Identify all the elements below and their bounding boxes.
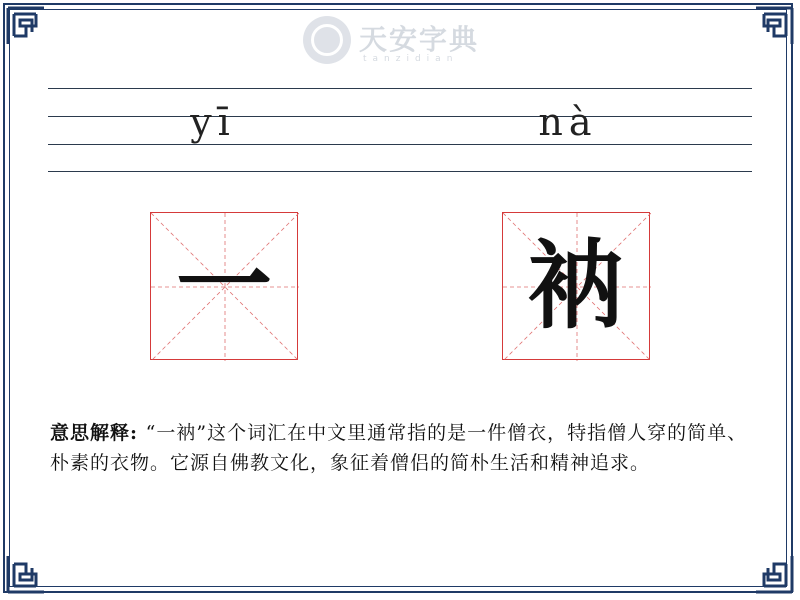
character-grid-2 [502, 212, 650, 360]
explanation-label: 意思解释 [50, 422, 131, 444]
character-2: 衲 [528, 229, 624, 342]
logo-title: 天安字典 [359, 23, 480, 56]
explanation-paragraph [50, 418, 750, 478]
corner-ornament-icon [6, 554, 46, 594]
logo-subtitle: tanzidian [363, 54, 459, 64]
site-logo [303, 14, 503, 70]
pinyin-syllable-1: yī [190, 100, 236, 144]
corner-ornament-icon [6, 6, 46, 46]
explanation-text: “一衲”这个词汇在中文里通常指的是一件僧衣，特指僧人穿的简单、朴素的衣物。它源自佛教文化，象征着僧侣的简朴生活和精神追求。 [50, 422, 748, 474]
corner-ornament-icon [754, 554, 794, 594]
character-grid-1 [150, 212, 298, 360]
explanation-separator: : [130, 422, 146, 444]
corner-ornament-icon [754, 6, 794, 46]
pinyin-syllable-2: nà [538, 100, 598, 144]
character-1: 一 [176, 229, 272, 342]
logo-seal-icon [303, 16, 351, 64]
